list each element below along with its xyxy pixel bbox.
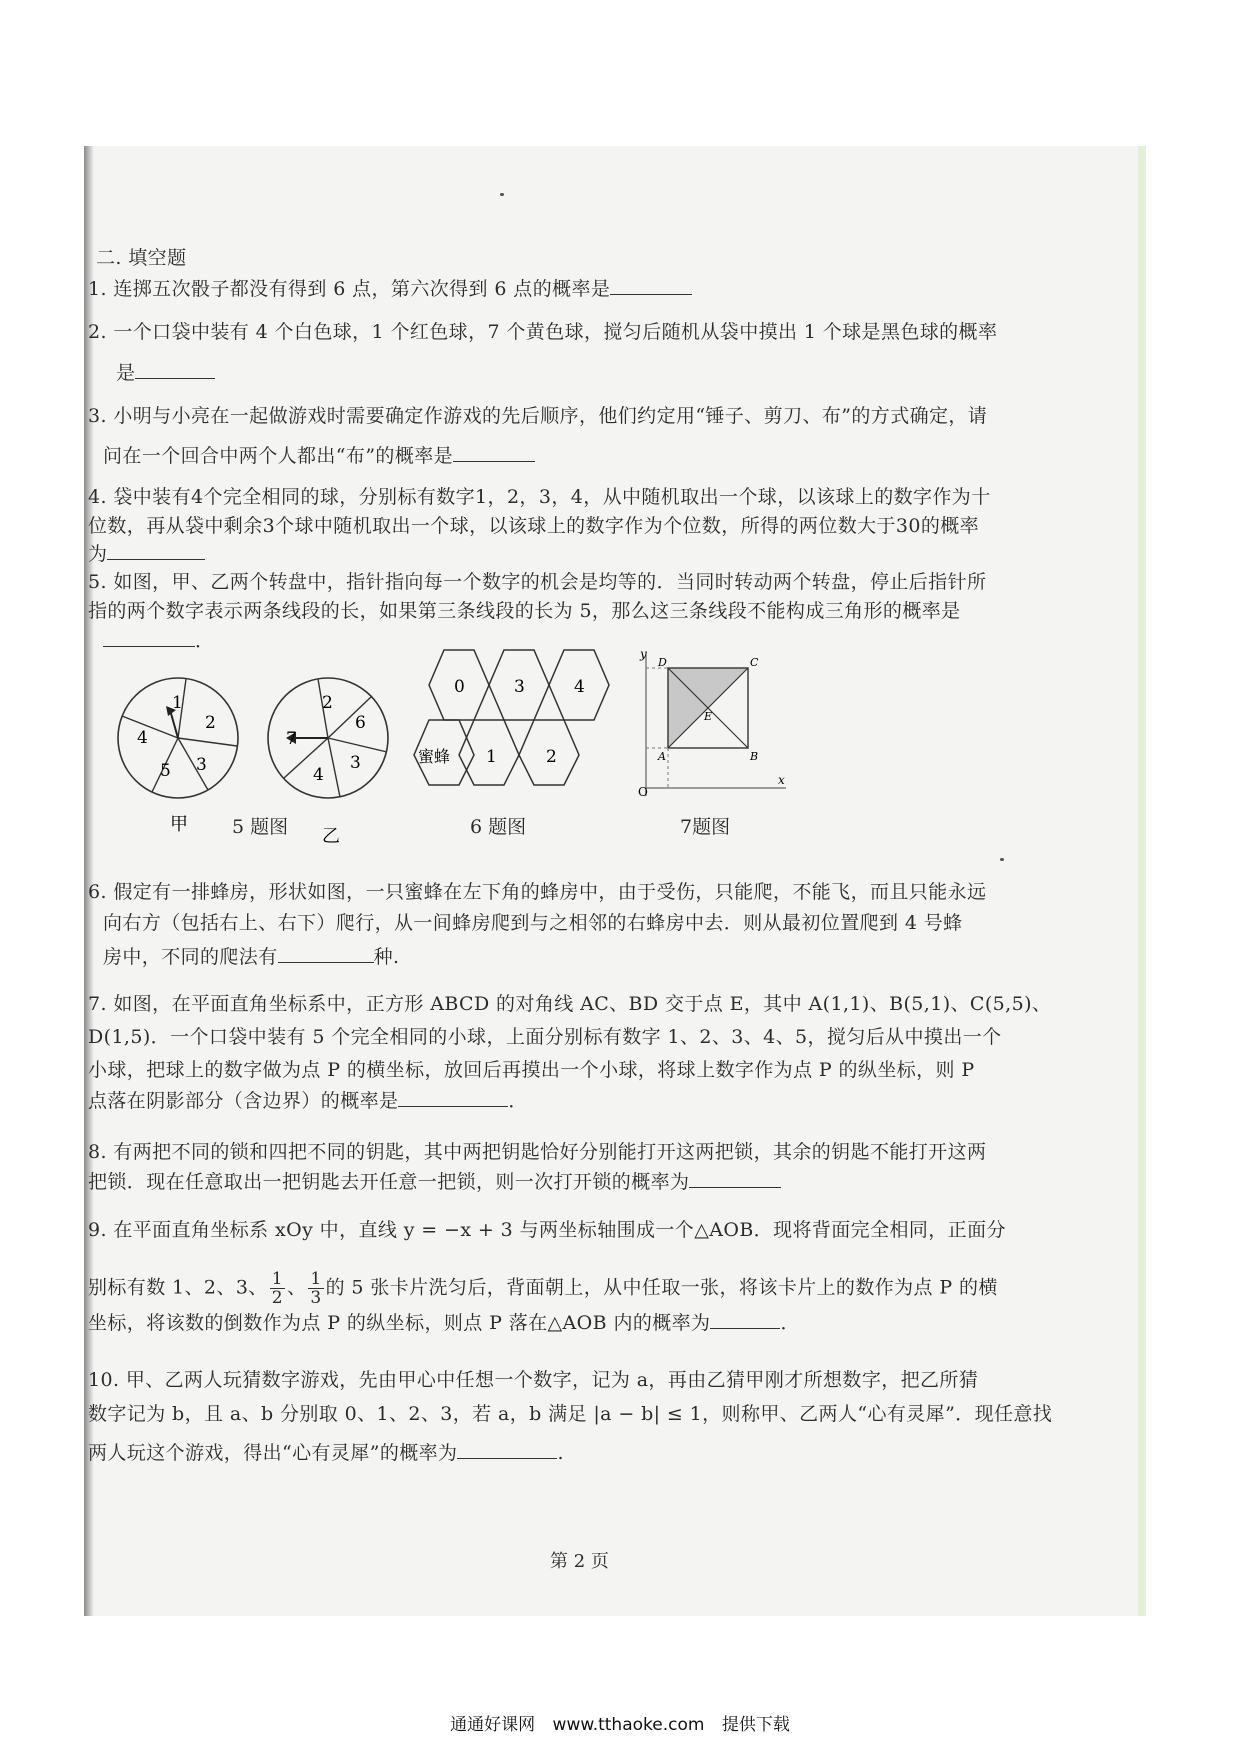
- question-8-line2: 把锁．现在任意取出一把钥匙去开任意一把锁，则一次打开锁的概率为: [88, 1169, 781, 1194]
- spinner-yi-number: 7: [286, 729, 297, 749]
- question-2-line1: 2. 一个口袋中装有 4 个白色球，1 个红色球，7 个黄色球，搅匀后随机从袋中摸出 1 个球是黑色球的概率: [88, 321, 998, 343]
- question-3-line2: 问在一个回合中两个人都出“布”的概率是: [103, 443, 535, 468]
- question-4-line1: 4. 袋中装有4个完全相同的球，分别标有数字1，2，3，4，从中随机取出一个球，以该球上的数字作为十: [88, 486, 991, 508]
- question-5-line3: ．: [103, 628, 214, 653]
- question-4-line2: 位数，再从袋中剩余3个球中随机取出一个球，以该球上的数字作为个位数，所得的两位数大于30的概率: [88, 515, 980, 537]
- sector-line: [328, 738, 387, 752]
- question-6-line1: 6. 假定有一排蜂房，形状如图，一只蜜蜂在左下角的蜂房中，由于受伤，只能爬，不能飞，而且只能永远: [88, 881, 987, 903]
- point-c-label: C: [750, 656, 759, 669]
- spinner-yi-number: 4: [313, 765, 324, 785]
- answer-blank[interactable]: [107, 541, 205, 560]
- question-10-line3: 两人玩这个游戏，得出“心有灵犀”的概率为 .: [88, 1442, 564, 1464]
- fraction-one-third: $\frac{1}{3}$: [310, 1269, 322, 1308]
- page-number: 第 2 页: [550, 1551, 609, 1572]
- scan-speck: [1000, 858, 1004, 861]
- answer-blank[interactable]: [103, 628, 195, 647]
- question-1: 1. 连掷五次骰子都没有得到 6 点，第六次得到 6 点的概率是: [88, 276, 692, 301]
- question-7-line2: D(1,5)．一个口袋中装有 5 个完全相同的小球，上面分别标有数字 1、2、3、4、5，搅匀后从中摸出一个: [88, 1026, 1002, 1048]
- spinner-jia-number: 3: [196, 755, 207, 775]
- question-6-line3: 房中，不同的爬法有 种.: [103, 946, 400, 968]
- answer-blank[interactable]: [610, 276, 692, 295]
- question-7-line4: 点落在阴影部分（含边界）的概率是 ．: [88, 1090, 528, 1112]
- hive-bee-label: 蜜蜂: [418, 747, 451, 766]
- figure-7-caption: 7题图: [680, 816, 731, 838]
- spinner-yi-number: 3: [350, 753, 361, 773]
- spinner-yi-label: 乙: [322, 826, 340, 847]
- answer-blank[interactable]: [398, 1088, 508, 1107]
- scan-speck: [500, 193, 504, 196]
- footer-site-name: 通通好课网: [450, 1715, 536, 1735]
- question-6-line2: 向右方（包括右上、右下）爬行，从一间蜂房爬到与之相邻的右蜂房中去．则从最初位置爬到 4 号蜂: [103, 912, 963, 934]
- figure-5-caption: 5 题图: [232, 816, 289, 838]
- sector-line: [122, 716, 178, 738]
- spinner-jia-number: 1: [172, 693, 183, 713]
- page-edge: [1138, 146, 1146, 1616]
- question-10-line1: 10. 甲、乙两人玩猜数字游戏，先由甲心中任想一个数字，记为 a，再由乙猜甲刚才所想数字，把乙所猜: [88, 1369, 979, 1391]
- figure-6-caption: 6 题图: [470, 816, 527, 838]
- question-2-line2: 是: [116, 360, 215, 385]
- question-9-line3: 坐标，将该数的倒数作为点 P 的纵坐标，则点 P 落在△AOB 内的概率为 ．: [88, 1312, 800, 1334]
- point-d-label: D: [658, 656, 667, 669]
- hive-cell-label: 2: [546, 747, 557, 767]
- point-e-label: E: [704, 710, 713, 723]
- hive-cell-label: 4: [574, 677, 585, 697]
- hive-cell-label: 3: [514, 677, 525, 697]
- axis-x-label: x: [778, 773, 785, 787]
- spinner-yi-number: 6: [355, 713, 366, 733]
- question-5-line2: 指的两个数字表示两条线段的长，如果第三条线段的长为 5，那么这三条线段不能构成三角形的概率是: [88, 600, 961, 622]
- answer-blank[interactable]: [457, 1440, 557, 1459]
- question-8-line1: 8. 有两把不同的锁和四把不同的钥匙，其中两把钥匙恰好分别能打开这两把锁，其余的钥匙不能打开这两: [88, 1141, 987, 1163]
- point-a-label: A: [658, 750, 666, 763]
- question-10-line2: 数字记为 b，且 a、b 分别取 0、1、2、3，若 a，b 满足 |a − b| ≤ 1，则称甲、乙两人“心有灵犀”．现任意找: [88, 1403, 1053, 1425]
- question-4-line3: 为: [88, 541, 205, 566]
- square-coordinate-figure: [640, 648, 790, 798]
- point-b-label: B: [750, 750, 759, 763]
- answer-blank[interactable]: [689, 1169, 781, 1188]
- footer-credit: [0, 1710, 1240, 1735]
- answer-blank[interactable]: [710, 1310, 780, 1329]
- spinner-jia-label: 甲: [170, 814, 188, 835]
- spinner-yi-number: 2: [322, 693, 333, 713]
- spinner-jia-figure: [110, 668, 250, 838]
- spinner-jia-number: 4: [137, 728, 148, 748]
- question-9-line1: 9. 在平面直角坐标系 xOy 中，直线 y = −x + 3 与两坐标轴围成一个△AOB．现将背面完全相同，正面分: [88, 1219, 1006, 1241]
- question-3-line1: 3. 小明与小亮在一起做游戏时需要确定作游戏的先后顺序，他们约定用“锤子、剪刀、布”的方式确定，请: [88, 405, 988, 427]
- question-9-line2: 别标有数 1、2、3、 $\frac{1}{2}$ 、 $\frac{1}{3}$ 的 5 张卡片洗匀后，背面朝上，从中任取一张，将该卡片上的数作为点 P 的横: [88, 1269, 998, 1308]
- pointer-needle: [170, 710, 178, 738]
- answer-blank[interactable]: [453, 443, 535, 462]
- origin-label: O: [638, 785, 648, 799]
- spinner-jia-number: 2: [205, 713, 216, 733]
- question-7-line1: 7. 如图，在平面直角坐标系中，正方形 ABCD 的对角线 AC、BD 交于点 E，其中 A(1,1)、B(5,1)、C(5,5)、: [88, 993, 1052, 1015]
- sector-line: [178, 738, 237, 746]
- question-5-line1: 5. 如图，甲、乙两个转盘中，指针指向每一个数字的机会是均等的．当同时转动两个转盘，停止后指针所: [88, 571, 987, 593]
- sector-line: [328, 738, 340, 797]
- answer-blank[interactable]: [135, 360, 215, 379]
- beehive-figure: [414, 648, 644, 788]
- footer-suffix: 提供下载: [721, 1715, 790, 1735]
- axis-y-label: y: [640, 647, 647, 661]
- hive-cell-label: 1: [486, 747, 497, 767]
- question-7-line3: 小球，把球上的数字做为点 P 的横坐标，放回后再摸出一个小球，将球上数字作为点 P 的纵坐标，则 P: [88, 1059, 975, 1081]
- footer-url[interactable]: www.tthaoke.com: [552, 1715, 705, 1735]
- spinner-jia-number: 5: [160, 761, 171, 781]
- answer-blank[interactable]: [278, 944, 374, 963]
- section-title: 二. 填空题: [96, 247, 187, 269]
- fraction-one-half: $\frac{1}{2}$: [271, 1269, 283, 1308]
- hive-cell-label: 0: [454, 677, 465, 697]
